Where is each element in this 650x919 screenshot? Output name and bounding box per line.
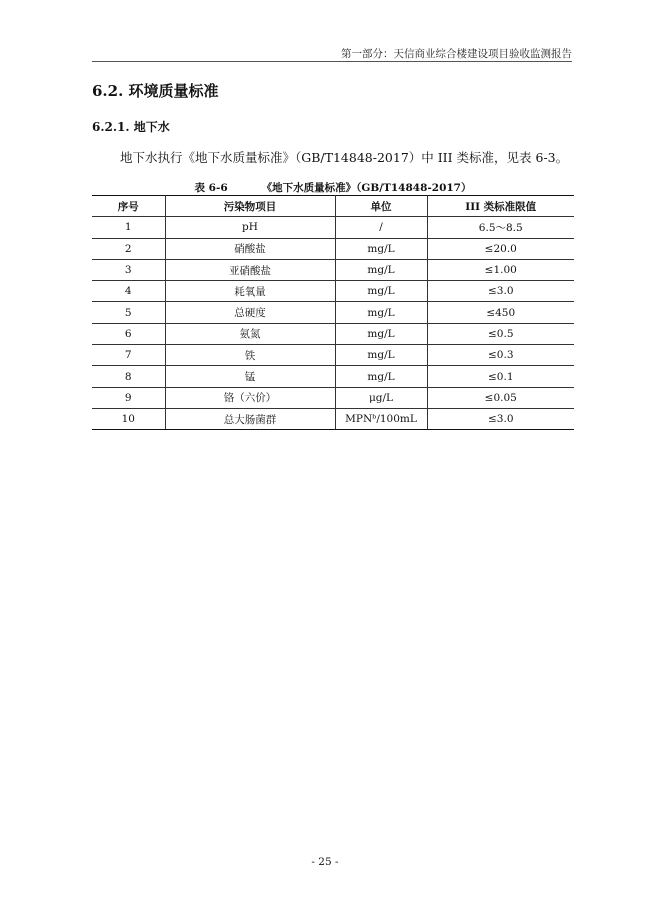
table-caption-title: 《地下水质量标准》（GB/T14848-2017） [261, 182, 472, 194]
section-title: 6.2. 环境质量标准 [92, 82, 219, 100]
cell-pollutant: 氨氮 [165, 323, 335, 344]
table-caption [92, 180, 574, 195]
table-caption-number: 表 6-6 [194, 182, 228, 194]
cell-index: 5 [92, 302, 165, 323]
header-cell-unit: 单位 [335, 196, 427, 217]
cell-unit: mg/L [335, 302, 427, 323]
cell-unit: MPNᵇ/100mL [335, 408, 427, 429]
table-row [92, 408, 574, 429]
cell-limit: ≤0.05 [427, 387, 574, 408]
cell-limit: ≤1.00 [427, 259, 574, 280]
cell-pollutant: pH [165, 217, 335, 238]
running-header: 第一部分：天信商业综合楼建设项目验收监测报告 [341, 48, 572, 60]
cell-pollutant: 总大肠菌群 [165, 408, 335, 429]
cell-unit: mg/L [335, 259, 427, 280]
cell-unit: μg/L [335, 387, 427, 408]
cell-index: 8 [92, 366, 165, 387]
table-row [92, 281, 574, 302]
header-cell-limit: III 类标准限值 [427, 196, 574, 217]
cell-limit: ≤0.3 [427, 345, 574, 366]
cell-unit: mg/L [335, 345, 427, 366]
cell-pollutant: 锰 [165, 366, 335, 387]
cell-unit: mg/L [335, 281, 427, 302]
cell-index: 4 [92, 281, 165, 302]
table-header-row [92, 196, 574, 217]
cell-limit: ≤3.0 [427, 281, 574, 302]
cell-index: 3 [92, 259, 165, 280]
standards-table [92, 195, 574, 430]
cell-limit: ≤0.1 [427, 366, 574, 387]
cell-limit: 6.5～8.5 [427, 217, 574, 238]
cell-limit: ≤20.0 [427, 238, 574, 259]
header-cell-pollutant: 污染物项目 [165, 196, 335, 217]
table-row [92, 259, 574, 280]
table-row [92, 217, 574, 238]
page-number: - 25 - [311, 856, 339, 868]
cell-pollutant: 总硬度 [165, 302, 335, 323]
cell-index: 2 [92, 238, 165, 259]
cell-unit: mg/L [335, 238, 427, 259]
cell-unit: mg/L [335, 366, 427, 387]
cell-limit: ≤0.5 [427, 323, 574, 344]
cell-unit: mg/L [335, 323, 427, 344]
cell-limit: ≤3.0 [427, 408, 574, 429]
table-row [92, 366, 574, 387]
table-row [92, 323, 574, 344]
cell-index: 7 [92, 345, 165, 366]
cell-index: 1 [92, 217, 165, 238]
table-row [92, 387, 574, 408]
body-paragraph: 地下水执行《地下水质量标准》（GB/T14848-2017）中 III 类标准，见表 6-3。 [120, 150, 569, 165]
cell-index: 6 [92, 323, 165, 344]
header-divider [92, 61, 572, 62]
header-cell-index: 序号 [92, 196, 165, 217]
cell-pollutant: 铁 [165, 345, 335, 366]
cell-pollutant: 亚硝酸盐 [165, 259, 335, 280]
subsection-title: 6.2.1. 地下水 [92, 120, 170, 134]
cell-unit: / [335, 217, 427, 238]
cell-index: 9 [92, 387, 165, 408]
cell-pollutant: 硝酸盐 [165, 238, 335, 259]
cell-limit: ≤450 [427, 302, 574, 323]
table-row [92, 302, 574, 323]
cell-index: 10 [92, 408, 165, 429]
cell-pollutant: 铬（六价） [165, 387, 335, 408]
cell-pollutant: 耗氧量 [165, 281, 335, 302]
table-row [92, 345, 574, 366]
table-row [92, 238, 574, 259]
